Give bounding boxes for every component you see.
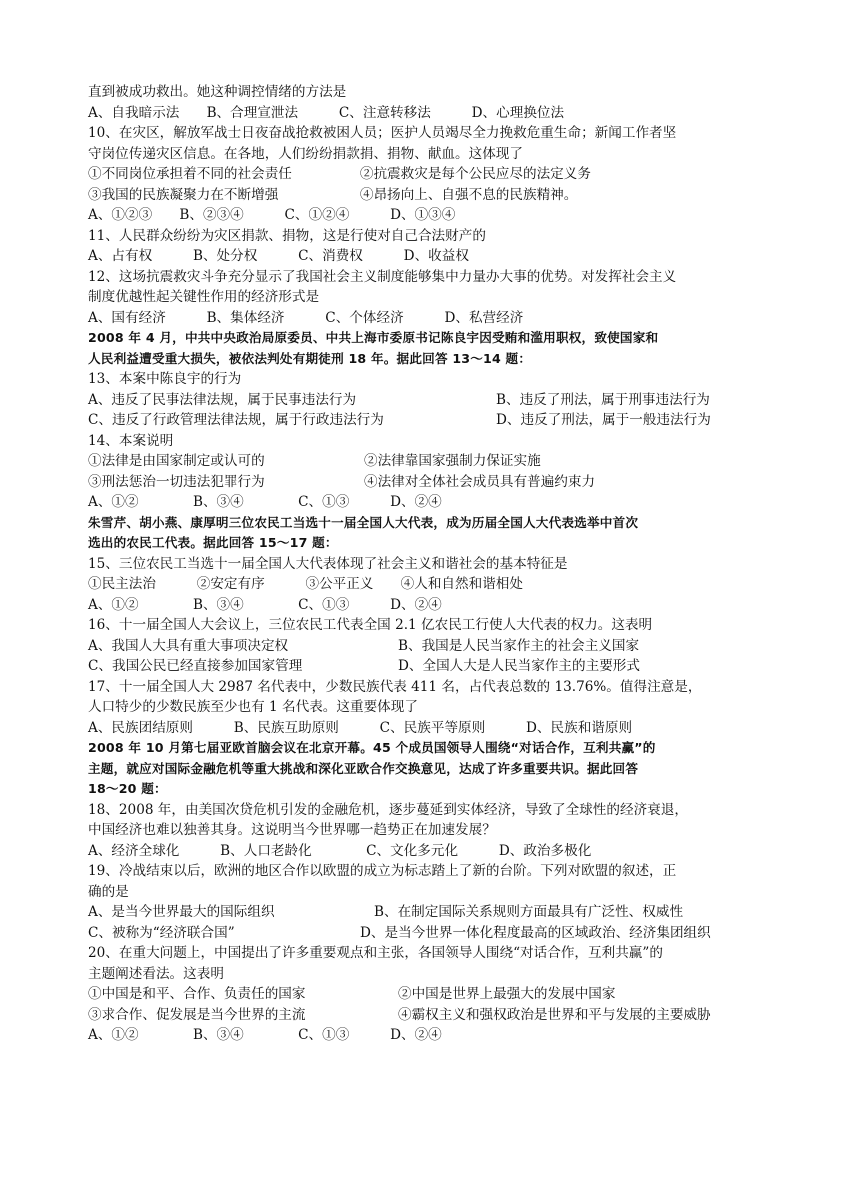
q13-option-d: D、违反了刑法，属于一般违法行为 <box>496 412 711 428</box>
q19-option-a: A、是当今世界最大的国际组织 <box>88 904 275 920</box>
q20-statement: ④霸权主义和强权政治是世界和平与发展的主要威胁 <box>398 1006 711 1023</box>
q20-statement: ③求合作、促发展是当今世界的主流 <box>88 1006 306 1023</box>
q14-statement: ①法律是由国家制定或认可的 <box>88 453 265 469</box>
q20-statement: ②中国是世界上最强大的发展中国家 <box>398 986 616 1002</box>
q10-stem: 10、在灾区，解放军战士日夜奋战抢救被困人员；医护人员竭尽全力挽救危重生命；新闻工作者坚 <box>88 125 677 141</box>
q13-option-c: C、违反了行政管理法律法规，属于行政违法行为 <box>88 412 384 428</box>
q19-options-row <box>88 902 778 923</box>
q14-options: A、①② B、③④ C、①③ D、②④ <box>88 494 442 510</box>
q17-stem: 人口特少的少数民族至少也有 1 名代表。这重要体现了 <box>88 699 418 715</box>
q15-options: A、①② B、③④ C、①③ D、②④ <box>88 596 442 613</box>
q19-stem: 确的是 <box>88 883 129 900</box>
q16-option-c: C、我国公民已经直接参加国家管理 <box>88 658 303 674</box>
q19-option-d: D、是当今世界一体化程度最高的区域政治、经济集团组织 <box>360 924 711 941</box>
q16-options-row <box>88 656 778 677</box>
q16-options-row <box>88 636 778 657</box>
q12-stem: 12、这场抗震救灾斗争充分显示了我国社会主义制度能够集中力量办大事的优势。对发挥社会主义 <box>88 268 677 285</box>
q15-stem: 15、三位农民工当选十一届全国人大代表体现了社会主义和谐社会的基本特征是 <box>88 555 568 572</box>
q10-stem: 守岗位传递灾区信息。在各地，人们纷纷捐款捐、捐物、献血。这体现了 <box>88 145 523 162</box>
q14-statement: ③刑法惩治一切违法犯罪行为 <box>88 473 265 490</box>
q19-option-c: C、被称为“经济联合国” <box>88 924 235 941</box>
q9-stem-tail: 直到被成功救出。她这种调控情绪的方法是 <box>88 84 347 100</box>
q14-statements-row <box>88 472 778 493</box>
q20-stem: 20、在重大问题上，中国提出了许多重要观点和主张，各国领导人围绕“对话合作，互利共赢”的 <box>88 945 663 961</box>
q16-option-d: D、全国人大是人民当家作主的主要形式 <box>398 658 640 674</box>
passage-18-20: 18～20 题： <box>88 781 167 796</box>
q16-option-b: B、我国是人民当家作主的社会主义国家 <box>398 637 640 654</box>
q16-stem: 16、十一届全国人大会议上，三位农民工代表全国 2.1 亿农民工行使人大代表的权力。这表明 <box>88 617 653 633</box>
q14-statement: ④法律对全体社会成员具有普遍约束力 <box>364 473 596 490</box>
q15-statements: ①民主法治 ②安定有序 ③公平正义 ④人和自然和谐相处 <box>88 576 523 592</box>
q13-options-row <box>88 390 778 411</box>
q17-options: A、民族团结原则 B、民族互助原则 C、民族平等原则 D、民族和谐原则 <box>88 719 633 736</box>
q10-statements: ①不同岗位承担着不同的社会责任 ②抗震救灾是每个公民应尽的法定义务 <box>88 166 591 182</box>
passage-15-17: 选出的农民工代表。据此回答 15～17 题： <box>88 535 338 550</box>
q10-statements: ③我国的民族凝聚力在不断增强 ④昂扬向上、自强不息的民族精神。 <box>88 186 578 203</box>
passage-13-14: 人民利益遭受重大损失，被依法判处有期徒刑 18 年。据此回答 13～14 题： <box>88 350 532 366</box>
exam-page <box>88 82 778 1046</box>
q13-option-b: B、违反了刑法，属于刑事违法行为 <box>496 391 710 408</box>
q18-stem: 中国经济也难以独善其身。这说明当今世界哪一趋势正在加速发展？ <box>88 822 496 838</box>
q19-option-b: B、在制定国际关系规则方面最具有广泛性、权威性 <box>374 904 684 920</box>
q18-stem: 18、2008 年，由美国次贷危机引发的金融危机，逐步蔓延到实体经济，导致了全球性的经济衰退， <box>88 801 688 818</box>
passage-18-20: 主题，就应对国际金融危机等重大挑战和深化亚欧合作交换意见，达成了许多重要共识。据此回答 <box>88 760 639 776</box>
q11-options: A、占有权 B、处分权 C、消费权 D、收益权 <box>88 248 469 264</box>
passage-15-17: 朱雪芹、胡小燕、康厚明三位农民工当选十一届全国人大代表，成为历届全国人大代表选举中首次 <box>88 514 639 530</box>
q17-stem: 17、十一届全国人大 2987 名代表中，少数民族代表 411 名，占代表总数的 13.76%。值得注意是， <box>88 678 702 695</box>
q13-options-row <box>88 410 778 431</box>
q11-stem: 11、人民群众纷纷为灾区捐款、捐物，这是行使对自己合法财产的 <box>88 227 486 244</box>
q12-options: A、国有经济 B、集体经济 C、个体经济 D、私营经济 <box>88 309 524 326</box>
q20-stem: 主题阐述看法。这表明 <box>88 965 224 982</box>
q14-stem: 14、本案说明 <box>88 432 174 449</box>
q13-option-a: A、违反了民事法律法规，属于民事违法行为 <box>88 391 357 408</box>
q19-options-row <box>88 923 778 944</box>
q14-statements-row <box>88 451 778 472</box>
passage-13-14: 2008 年 4 月，中共中央政治局原委员、中共上海市委原书记陈良宇因受贿和滥用职权，致使国家和 <box>88 330 659 345</box>
q12-stem: 制度优越性起关键性作用的经济形式是 <box>88 289 320 305</box>
q20-statements-row <box>88 984 778 1005</box>
q20-statements-row <box>88 1005 778 1026</box>
passage-18-20: 2008 年 10 月第七届亚欧首脑会议在北京开幕。45 个成员国领导人围绕“对话合作，互利共赢”的 <box>88 740 656 755</box>
q20-statement: ①中国是和平、合作、负责任的国家 <box>88 986 306 1002</box>
q20-options: A、①② B、③④ C、①③ D、②④ <box>88 1027 442 1043</box>
q16-option-a: A、我国人大具有重大事项决定权 <box>88 637 289 654</box>
q19-stem: 19、冷战结束以后，欧洲的地区合作以欧盟的成立为标志踏上了新的台阶。下列对欧盟的叙述，正 <box>88 863 677 879</box>
q14-statement: ②法律靠国家强制力保证实施 <box>364 453 541 469</box>
q9-options: A、自我暗示法 B、合理宣泄法 C、注意转移法 D、心理换位法 <box>88 104 565 121</box>
q18-options: A、经济全球化 B、人口老龄化 C、文化多元化 D、政治多极化 <box>88 842 592 859</box>
q10-options: A、①②③ B、②③④ C、①②④ D、①③④ <box>88 207 456 223</box>
q13-stem: 13、本案中陈良宇的行为 <box>88 371 242 387</box>
